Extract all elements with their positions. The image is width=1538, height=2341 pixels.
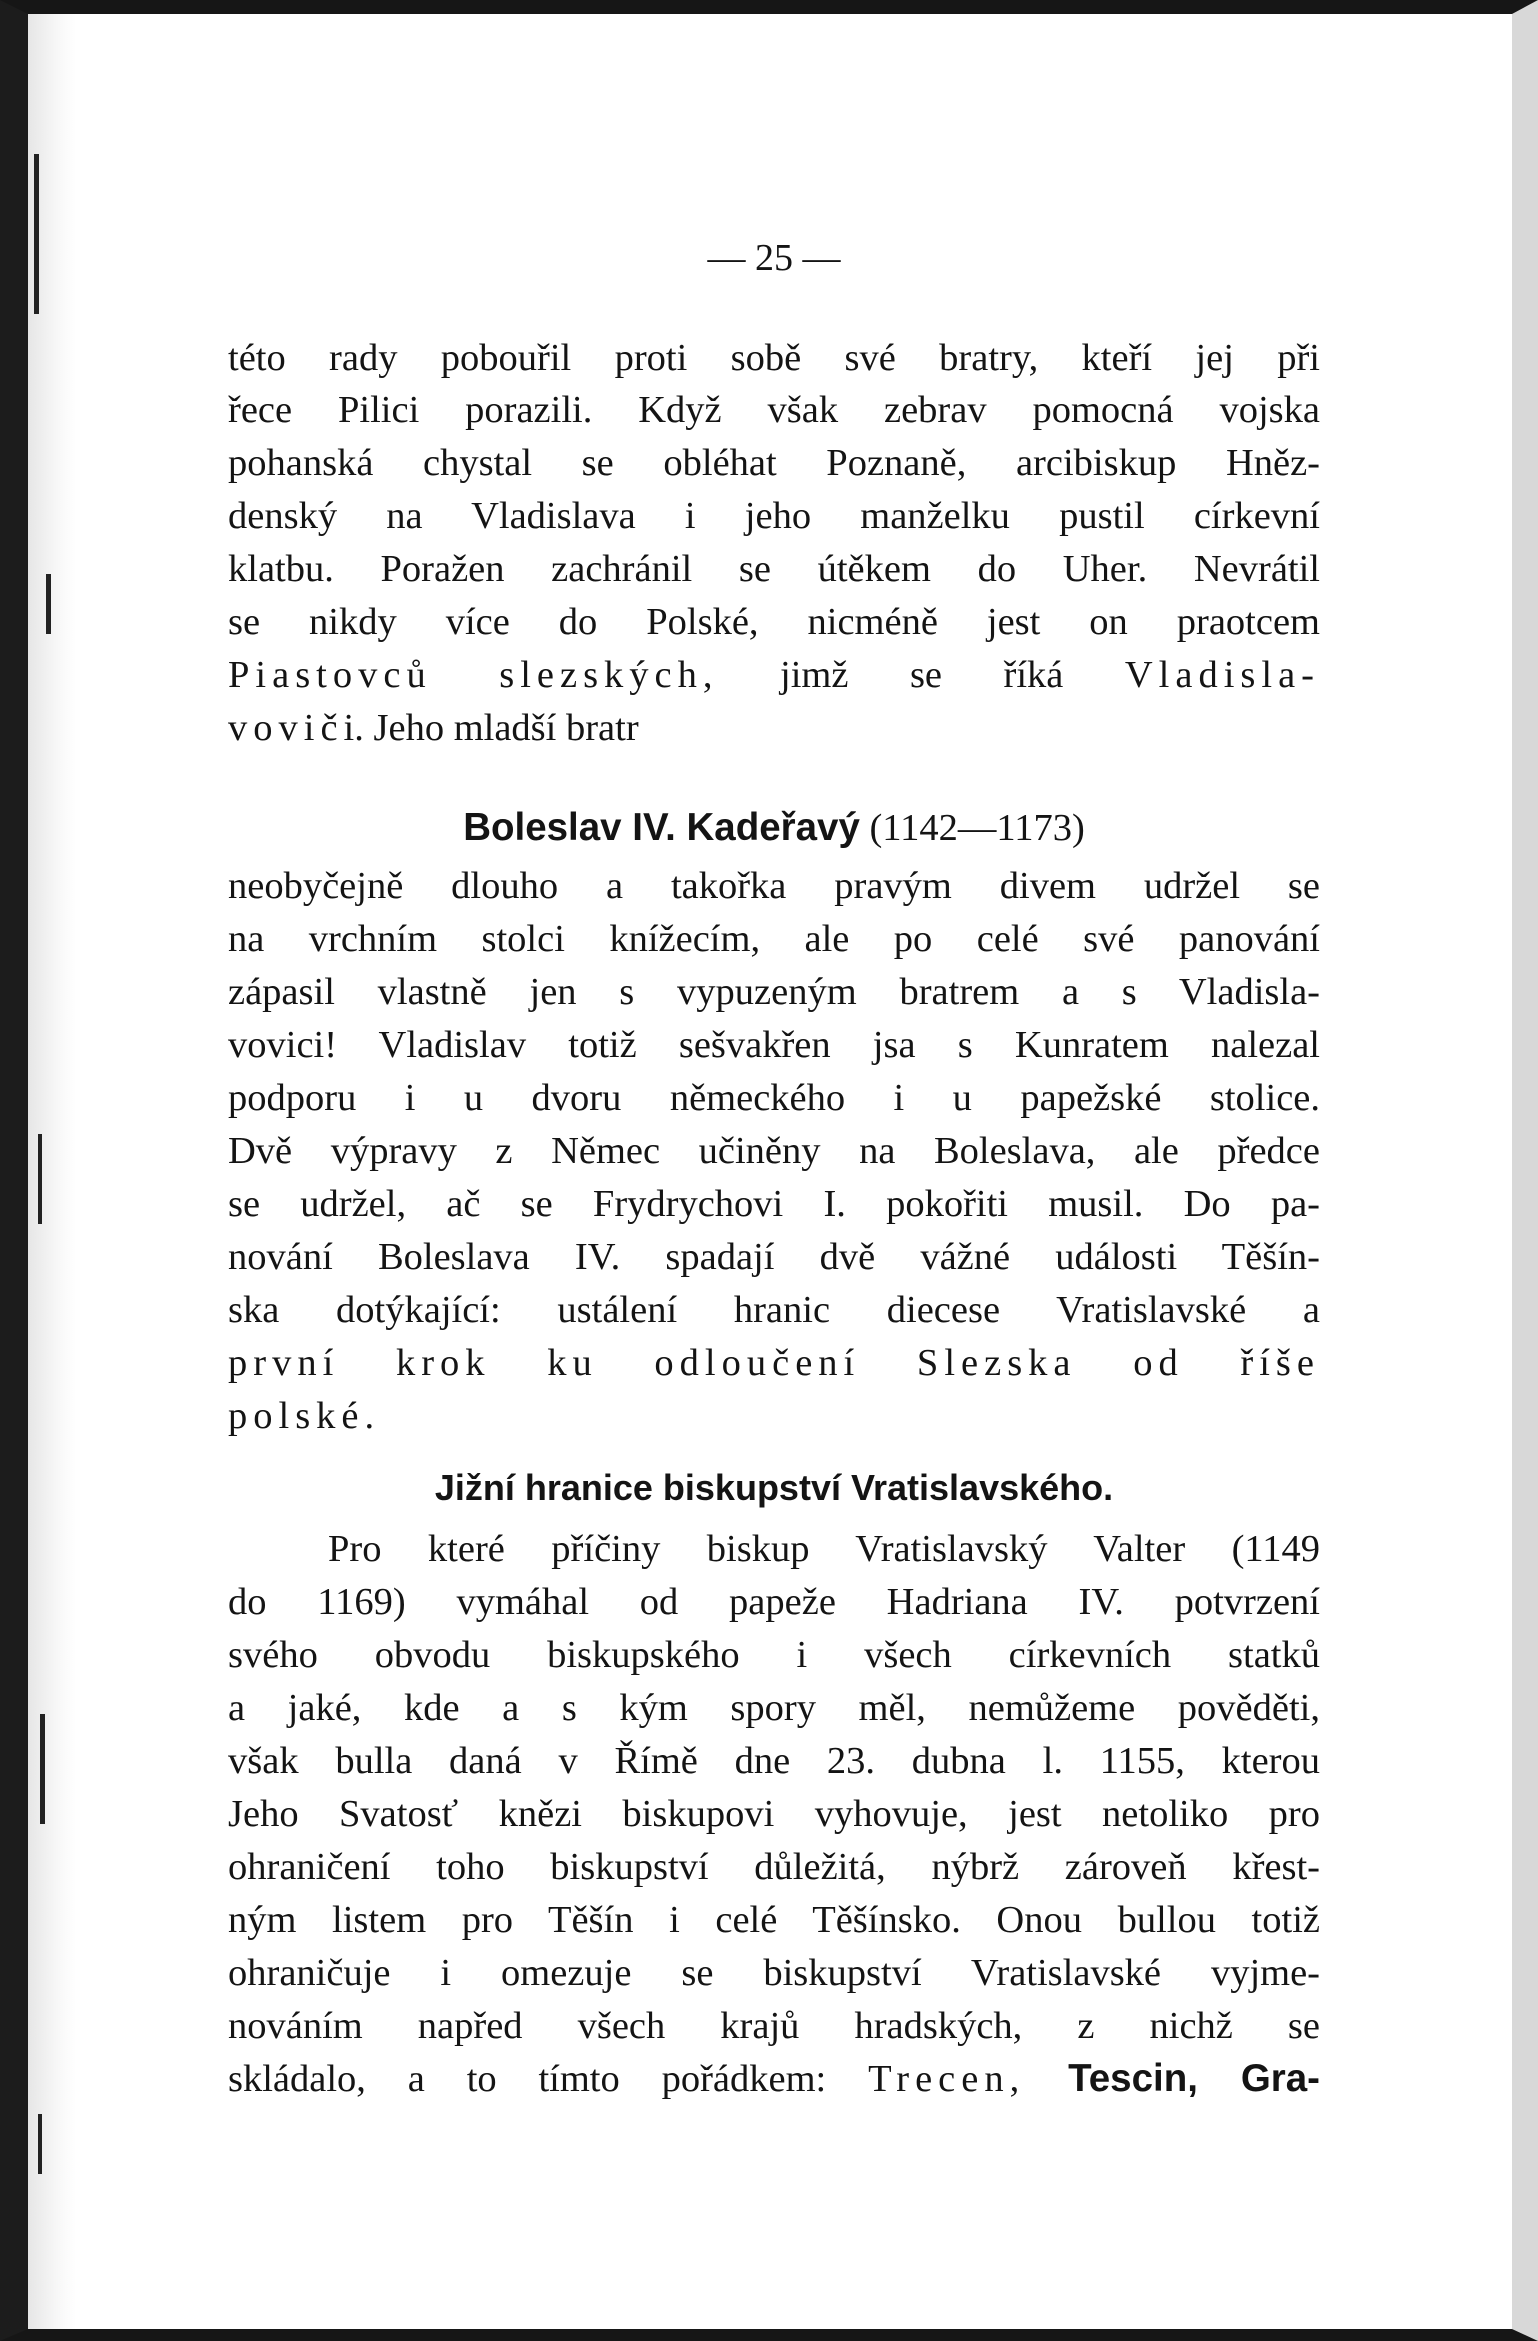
margin-mark: [38, 1134, 42, 1224]
text-span: skládalo, a to tímto pořádkem:: [228, 2058, 869, 2100]
margin-mark: [40, 1714, 45, 1824]
spaced-text: Vladisla-: [1124, 654, 1320, 696]
text-line: se nikdy více do Polské, nicméně jest on praotcem: [228, 601, 1320, 643]
ruler-name: Boleslav IV. Kadeřavý: [463, 806, 860, 849]
text-span: jimž se říká: [718, 654, 1125, 696]
text-line: však bulla daná v Římě dne 23. dubna l. 1155, kterou: [228, 1740, 1320, 1782]
text-line: nování Boleslava IV. spadají dvě vážné události Těšín-: [228, 1236, 1320, 1278]
text-line: na vrchním stolci knížecím, ale po celé své panování: [228, 918, 1320, 960]
ruler-heading: [228, 802, 1320, 854]
spaced-text: Trecen,: [868, 2058, 1026, 2100]
text-line: zápasil vlastně jen s vypuzeným bratrem a s Vladisla-: [228, 971, 1320, 1013]
text-span: i. Jeho mladší bratr: [343, 707, 639, 749]
text-line: této rady pobouřil proti sobě své bratry, kteří jej při: [228, 337, 1320, 379]
text-line: ným listem pro Těšín i celé Těšínsko. Onou bullou totiž: [228, 1899, 1320, 1941]
text-line: do 1169) vymáhal od papeže Hadriana IV. potvrzení: [228, 1581, 1320, 1623]
text-line-spaced: polské.: [228, 1395, 381, 1437]
text-line: denský na Vladislava i jeho manželku pustil církevní: [228, 495, 1320, 537]
text-line: [228, 2053, 1320, 2105]
text-line: svého obvodu biskupského i všech církevních statků: [228, 1634, 1320, 1676]
spaced-text: vovič: [228, 707, 344, 749]
text-line-spaced: první krok ku odloučení Slezska od říše: [228, 1342, 1320, 1384]
text-line: Jeho Svatosť knězi biskupovi vyhovuje, jest netoliko pro: [228, 1793, 1320, 1835]
text-line: vovici! Vladislav totiž sešvakřen jsa s Kunratem nalezal: [228, 1024, 1320, 1066]
ruler-years: (1142—1173): [859, 807, 1085, 849]
text-line: pohanská chystal se obléhat Poznaně, arcibiskup Hněz-: [228, 442, 1320, 484]
bold-text: Tescin, Gra-: [1025, 2057, 1320, 2100]
text-line: klatbu. Poražen zachránil se útěkem do Uher. Nevrátil: [228, 548, 1320, 590]
margin-mark: [34, 154, 39, 314]
text-line: a jaké, kde a s kým spory měl, nemůžeme pověděti,: [228, 1687, 1320, 1729]
margin-mark: [46, 574, 51, 634]
page-spine-shadow: [28, 14, 76, 2329]
text-line: Pro které příčiny biskup Vratislavský Valter (1149: [328, 1528, 1320, 1570]
text-line: [228, 702, 1320, 754]
text-line: se udržel, ač se Frydrychovi I. pokořiti musil. Do pa-: [228, 1183, 1320, 1225]
text-line: [228, 649, 1320, 701]
text-line: neobyčejně dlouho a takořka pravým divem udržel se: [228, 865, 1320, 907]
text-line: ska dotýkající: ustálení hranic diecese Vratislavské a: [228, 1289, 1320, 1331]
spaced-text: Piastovců slezských,: [228, 654, 719, 696]
text-line: nováním napřed všech krajů hradských, z nichž se: [228, 2005, 1320, 2047]
text-line: řece Pilici porazili. Když však zebrav pomocná vojska: [228, 389, 1320, 431]
page-number: — 25 —: [707, 237, 841, 279]
text-line: ohraničuje i omezuje se biskupství Vratislavské vyjme-: [228, 1952, 1320, 1994]
text-line: Dvě výpravy z Němec učiněny na Boleslava, ale předce: [228, 1130, 1320, 1172]
margin-mark: [38, 2114, 42, 2174]
text-line: podporu i u dvoru německého i u papežské stolice.: [228, 1077, 1320, 1119]
text-line: ohraničení toho biskupství důležitá, nýbrž zároveň křest-: [228, 1846, 1320, 1888]
section-heading: Jižní hranice biskupství Vratislavského.: [434, 1467, 1114, 1508]
